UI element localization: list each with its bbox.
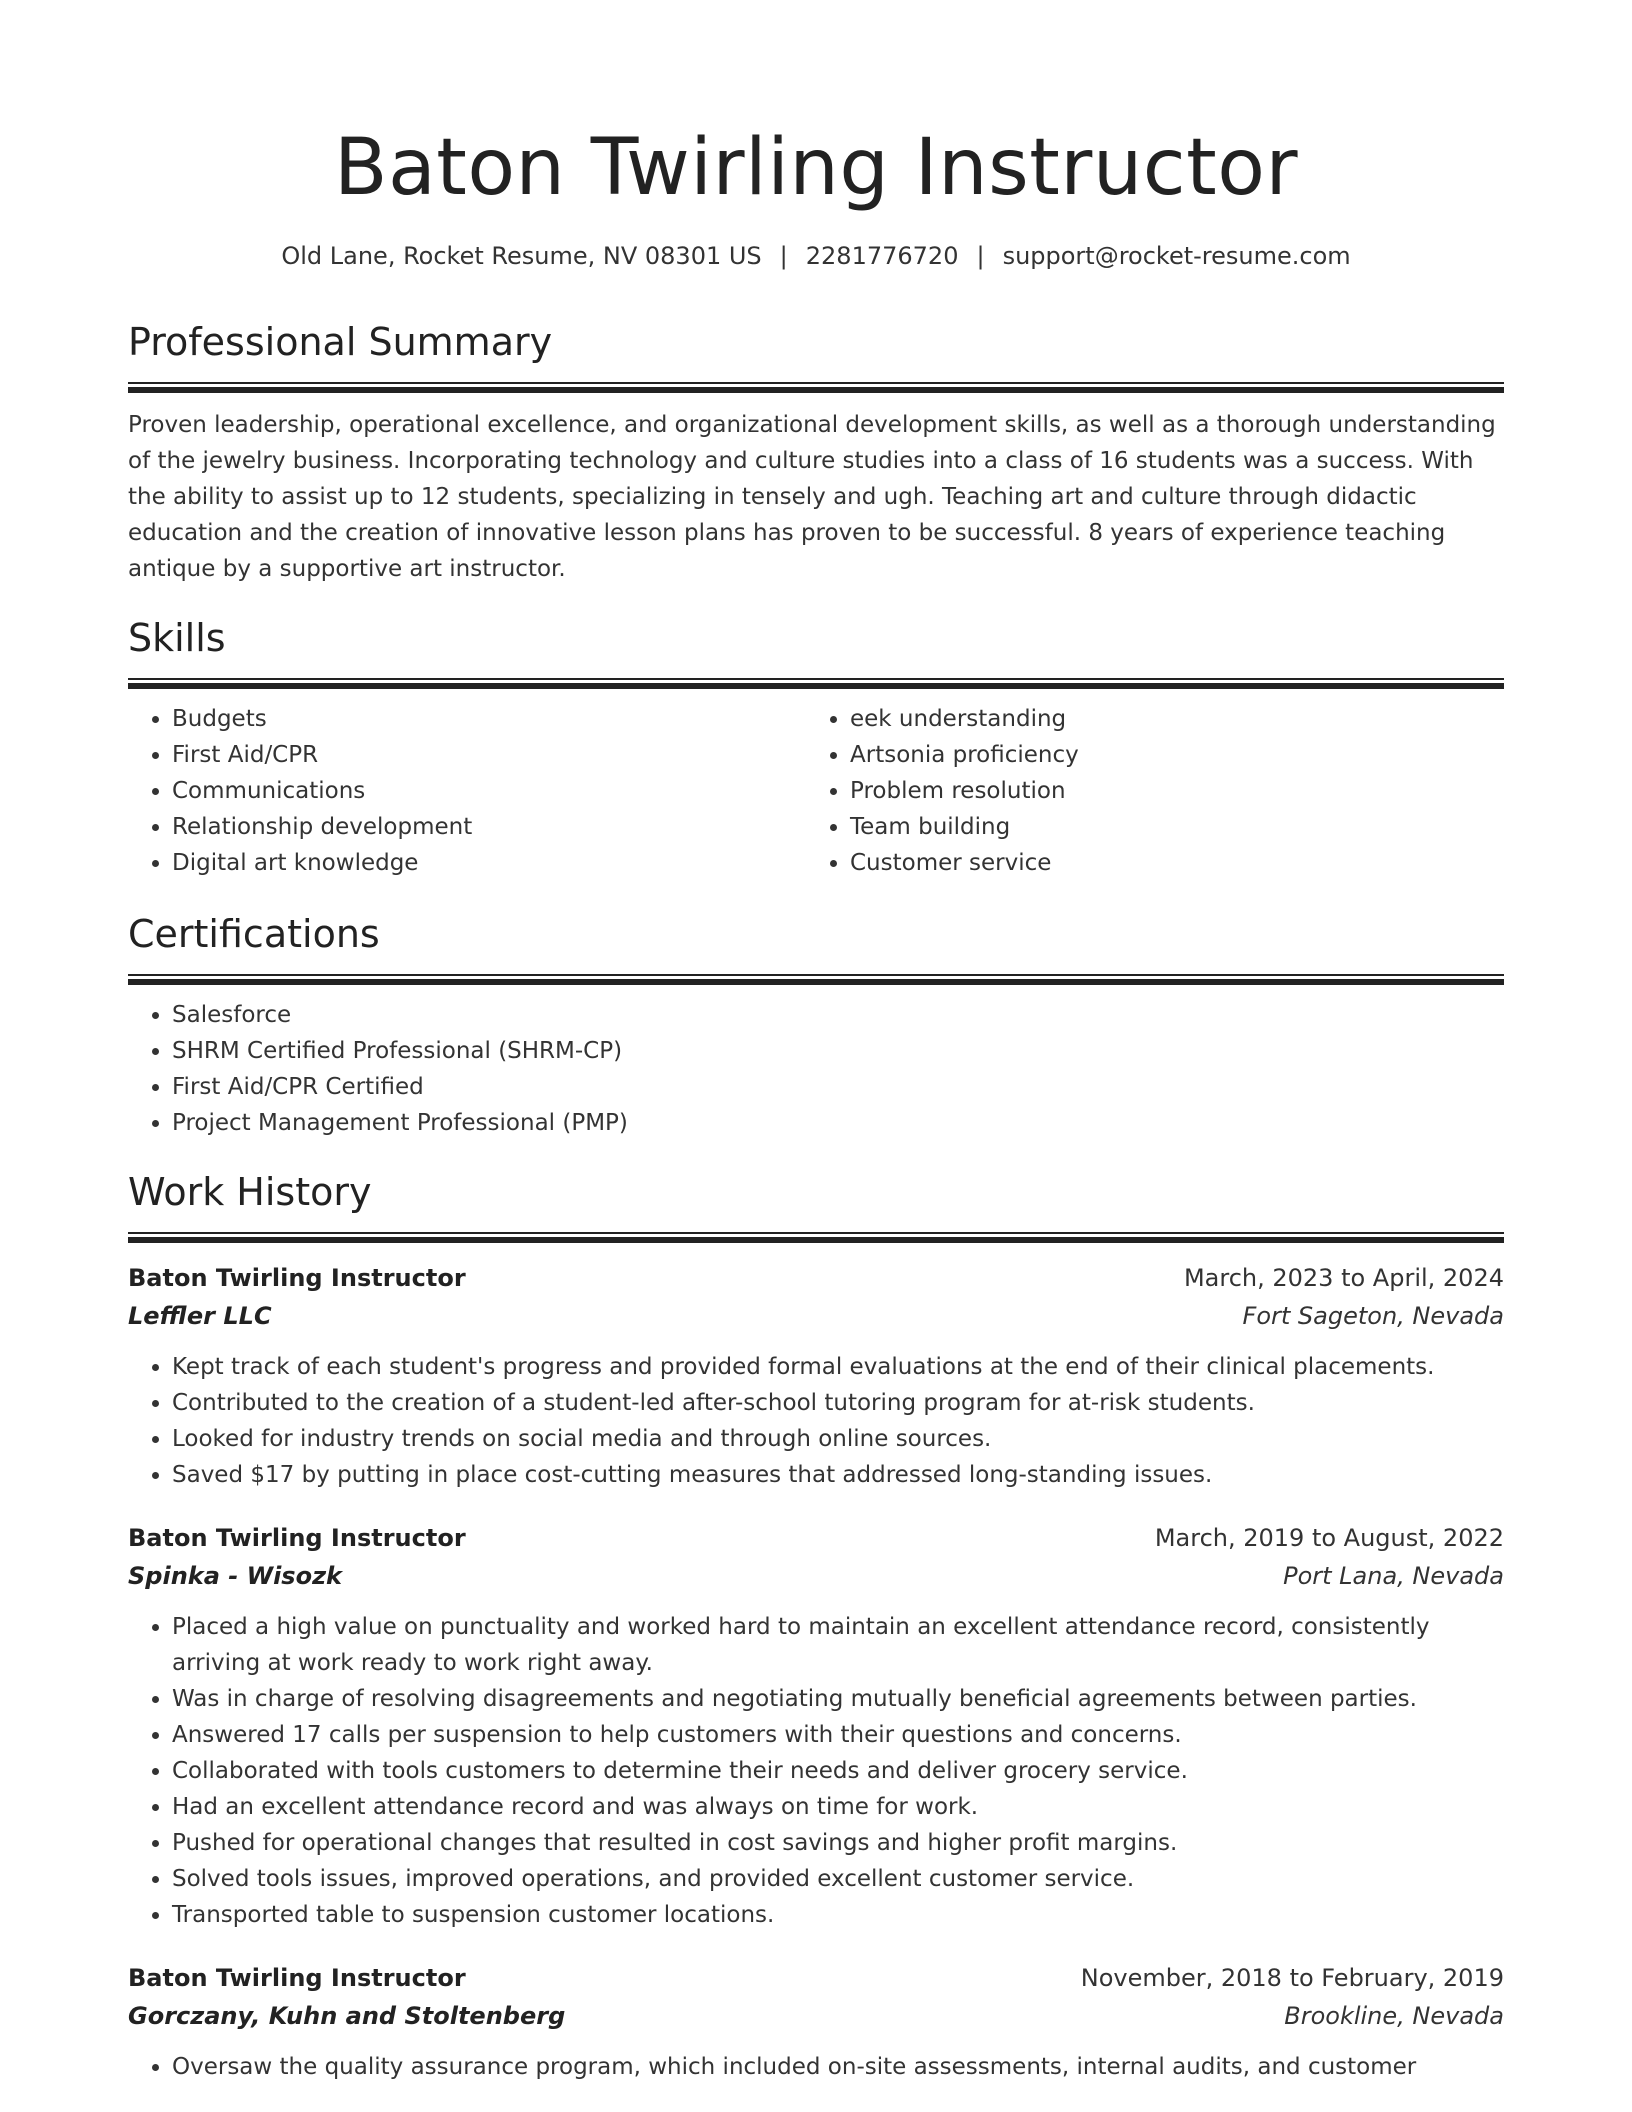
skill-item: • Communications	[172, 773, 806, 809]
job-dates: November, 2018 to February, 2019	[1080, 1964, 1504, 1992]
skill-item: • Problem resolution	[850, 773, 1484, 809]
job-company: Leffler LLC	[128, 1302, 272, 1330]
job-bullet: • Solved tools issues, improved operations, and provided excellent customer service.	[172, 1861, 1504, 1897]
job-subheader	[128, 1557, 1504, 1595]
job-bullet: • Oversaw the quality assurance program, which included on-site assessments, internal audits, and customer	[172, 2049, 1504, 2085]
section-divider	[128, 1232, 1504, 1243]
job-bullet: • Kept track of each student's progress and provided formal evaluations at the end of their clinical placements.	[172, 1349, 1504, 1385]
skill-item: • Artsonia proficiency	[850, 737, 1484, 773]
job-dates: March, 2023 to April, 2024	[1183, 1264, 1504, 1292]
job-bullets	[128, 1349, 1504, 1493]
section-title-skills: Skills	[128, 616, 226, 660]
work-history-section	[128, 1168, 1504, 2085]
contact-address: Old Lane, Rocket Resume, NV 08301 US	[281, 242, 762, 270]
job-company: Gorczany, Kuhn and Stoltenberg	[128, 2002, 566, 2030]
skills-list-right	[806, 701, 1484, 881]
summary-text: Proven leadership, operational excellence, and organizational development skills, as well as a thorough understanding of the jewelry business. Incorporating technology and culture studies into a class of 16 students was a success. With the ability to assist up to 12 students, specializing in tensely and ugh. Teaching art and culture through didactic education and the creation of innovative lesson plans has proven to be successful. 8 years of experience teaching antique by a supportive art instructor.	[128, 412, 1496, 582]
job-entry	[128, 1959, 1504, 2085]
job-location: Brookline, Nevada	[1284, 2002, 1504, 2030]
skill-item: • Budgets	[172, 701, 806, 737]
job-title: Baton Twirling Instructor	[128, 1264, 466, 1292]
summary-section	[128, 318, 1504, 587]
section-divider	[128, 974, 1504, 985]
job-bullet: • Had an excellent attendance record and was always on time for work.	[172, 1789, 1504, 1825]
job-location: Port Lana, Nevada	[1283, 1562, 1504, 1590]
skills-columns	[128, 689, 1504, 881]
job-bullet: • Answered 17 calls per suspension to help customers with their questions and concerns.	[172, 1717, 1504, 1753]
section-title-work-history: Work History	[128, 1170, 372, 1214]
job-header	[128, 1259, 1504, 1297]
certification-item: • Salesforce	[172, 997, 1504, 1033]
job-header	[128, 1519, 1504, 1557]
job-bullets	[128, 2049, 1504, 2085]
contact-phone: 2281776720	[805, 242, 959, 270]
certification-item: • First Aid/CPR Certified	[172, 1069, 1504, 1105]
skills-section	[128, 614, 1504, 881]
job-bullet: • Collaborated with tools customers to determine their needs and deliver grocery service.	[172, 1753, 1504, 1789]
job-entry	[128, 1259, 1504, 1493]
contact-line	[128, 238, 1504, 274]
job-bullet: • Pushed for operational changes that resulted in cost savings and higher profit margins.	[172, 1825, 1504, 1861]
resume-name: Baton Twirling Instructor	[333, 123, 1299, 213]
contact-email: support@rocket-resume.com	[1002, 242, 1351, 270]
job-header	[128, 1959, 1504, 1997]
section-divider	[128, 678, 1504, 689]
certification-item: • Project Management Professional (PMP)	[172, 1105, 1504, 1141]
job-entry	[128, 1519, 1504, 1933]
job-subheader	[128, 1997, 1504, 2035]
section-title-summary: Professional Summary	[128, 320, 553, 364]
job-bullet: • Was in charge of resolving disagreements and negotiating mutually beneficial agreements between parties.	[172, 1681, 1504, 1717]
skill-item: • Digital art knowledge	[172, 845, 806, 881]
job-bullet: • Looked for industry trends on social media and through online sources.	[172, 1421, 1504, 1457]
certification-item: • SHRM Certified Professional (SHRM-CP)	[172, 1033, 1504, 1069]
skill-item: • eek understanding	[850, 701, 1484, 737]
job-location: Fort Sageton, Nevada	[1242, 1302, 1504, 1330]
job-subheader	[128, 1297, 1504, 1335]
job-title: Baton Twirling Instructor	[128, 1524, 466, 1552]
job-bullet: • Transported table to suspension customer locations.	[172, 1897, 1504, 1933]
skill-item: • First Aid/CPR	[172, 737, 806, 773]
skill-item: • Team building	[850, 809, 1484, 845]
job-bullet: • Saved $17 by putting in place cost-cutting measures that addressed long-standing issues.	[172, 1457, 1504, 1493]
section-title-certifications: Certifications	[128, 912, 380, 956]
contact-separator: |	[779, 242, 788, 270]
contact-separator: |	[976, 242, 985, 270]
job-dates: March, 2019 to August, 2022	[1154, 1524, 1504, 1552]
job-title: Baton Twirling Instructor	[128, 1964, 466, 1992]
certifications-section	[128, 910, 1504, 1141]
job-bullets	[128, 1609, 1504, 1933]
job-bullet: • Placed a high value on punctuality and worked hard to maintain an excellent attendance record, consistently arriving at work ready to work right away.	[172, 1609, 1504, 1681]
job-bullet: • Contributed to the creation of a student-led after-school tutoring program for at-risk students.	[172, 1385, 1504, 1421]
skill-item: • Customer service	[850, 845, 1484, 881]
certifications-list	[128, 997, 1504, 1141]
section-divider	[128, 382, 1504, 393]
skill-item: • Relationship development	[172, 809, 806, 845]
job-company: Spinka - Wisozk	[128, 1562, 343, 1590]
skills-list-left	[128, 701, 806, 881]
